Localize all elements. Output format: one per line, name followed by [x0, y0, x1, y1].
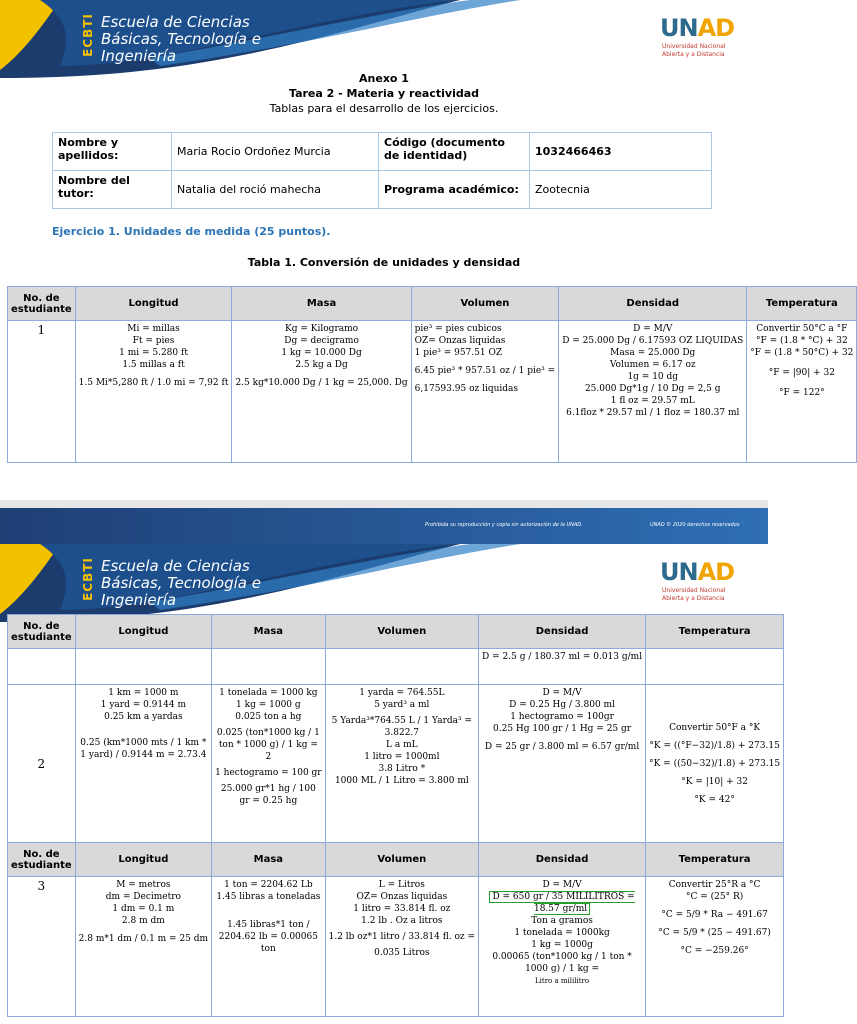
cell-densidad: D = M/V D = 0.25 Hg / 3.800 ml 1 hectogramo = 100gr 0.25 Hg 100 gr / 1 Hg = 25 gr D = 25 gr / 3.800 ml = 6.57 gr/ml	[479, 685, 646, 843]
col-volumen: Volumen	[325, 615, 478, 649]
col-temperatura: Temperatura	[646, 843, 784, 877]
page-banner	[0, 0, 768, 78]
name-value: Maria Rocio Ordoñez Murcia	[172, 133, 379, 171]
col-longitud: Longitud	[75, 615, 211, 649]
program-label: Programa académico:	[379, 171, 530, 209]
cell-longitud: 1 km = 1000 m 1 yard = 0.9144 m 0.25 km a yardas 0.25 (km*1000 mts / 1 km * 1 yard) / 0.9144 m = 2.73.4	[75, 685, 211, 843]
student-number: 3	[8, 877, 76, 1017]
col-densidad: Densidad	[479, 615, 646, 649]
conversion-table-part2	[7, 614, 784, 1017]
density-result: D = 650 gr / 35 MILILITROS = 18.57 gr/ml	[482, 891, 642, 915]
col-longitud: Longitud	[75, 843, 211, 877]
col-student: No. de estudiante	[8, 287, 76, 321]
school-name: Escuela de Ciencias Básicas, Tecnología e Ingeniería	[101, 13, 261, 65]
col-temperatura: Temperatura	[646, 615, 784, 649]
exercise-title: Ejercicio 1. Unidades de medida (25 puntos).	[52, 225, 331, 238]
code-label: Código (documento de identidad)	[379, 133, 530, 171]
col-student: No. de estudiante	[8, 615, 76, 649]
name-label: Nombre y apellidos:	[53, 133, 172, 171]
unad-logo: UNAD Universidad Nacional Abierta y a Distancia	[660, 558, 735, 602]
school-name: Escuela de Ciencias Básicas, Tecnología e Ingeniería	[101, 557, 261, 609]
tutor-label: Nombre del tutor:	[53, 171, 172, 209]
unad-logo: UNAD Universidad Nacional Abierta y a Distancia	[660, 14, 735, 58]
cell-volumen: L = Litros OZ= Onzas liquidas 1 litro = 33.814 fl. oz 1.2 lb . Oz a litros 1.2 lb oz*1 litro / 33.814 fl. oz = 0.035 Litros	[325, 877, 478, 1017]
cell-masa: Kg = Kilogramo Dg = decigramo 1 kg = 10.000 Dg 2.5 kg a Dg 2.5 kg*10.000 Dg / 1 kg = 25,000. Dg	[232, 321, 411, 463]
cell-longitud: Mi = millas Ft = pies 1 mi = 5.280 ft 1.5 millas a ft 1.5 Mi*5,280 ft / 1.0 mi = 7,92 ft	[75, 321, 232, 463]
page-1	[0, 0, 854, 500]
code-value: 1032466463	[530, 133, 712, 171]
table-row	[8, 877, 784, 1017]
cell-masa: 1 ton = 2204.62 Lb 1.45 libras a toneladas 1.45 libras*1 ton / 2204.62 lb = 0.00065 ton	[212, 877, 326, 1017]
cell-temperatura: Convertir 50°C a °F °F = (1.8 * °C) + 32 °F = (1.8 * 50°C) + 32 °F = |90| + 32 °F = 122°	[747, 321, 857, 463]
student-info-table	[52, 132, 712, 209]
page-gap	[0, 500, 768, 508]
cell-volumen: pie³ = pies cubicos OZ= Onzas liquidas 1 pie³ = 957.51 OZ 6.45 pie³ * 957.51 oz / 1 pie³ = 6,17593.95 oz liquidas	[411, 321, 559, 463]
table-row	[8, 685, 784, 843]
student-number: 2	[8, 685, 76, 843]
table-title: Tabla 1. Conversión de unidades y densidad	[247, 256, 521, 269]
cell-temperatura: Convertir 50°F a °K °K = ((°F−32)/1.8) + 273.15 °K = ((50−32)/1.8) + 273.15 °K = |10| + 32 °K = 42°	[646, 685, 784, 843]
table-row	[8, 649, 784, 685]
footer-rights: UNAD © 2020 derechos reservados	[650, 522, 740, 528]
col-longitud: Longitud	[75, 287, 232, 321]
table-header-row	[8, 287, 857, 321]
doc-subtitle: Tablas para el desarrollo de los ejercicios.	[269, 102, 499, 115]
tutor-value: Natalia del roció mahecha	[172, 171, 379, 209]
col-temperatura: Temperatura	[747, 287, 857, 321]
cell-masa: 1 tonelada = 1000 kg 1 kg = 1000 g 0.025 ton a hg 0.025 (ton*1000 kg / 1 ton * 1000 g) / 1 kg = 2 1 hectogramo = 100 gr 25.000 gr*1 hg / 100 gr = 0.25 hg	[212, 685, 326, 843]
task-title: Tarea 2 - Materia y reactividad	[288, 87, 480, 100]
table-header-row	[8, 843, 784, 877]
cell-volumen: 1 yarda = 764.55L 5 yard³ a ml 5 Yarda³*764.55 L / 1 Yarda³ = 3.822.7 L a mL 1 litro = 1000ml 3.8 Litro * 1000 ML / 1 Litro = 3.800 ml	[325, 685, 478, 843]
cell-longitud: M = metros dm = Decimetro 1 dm = 0.1 m 2.8 m dm 2.8 m*1 dm / 0.1 m = 25 dm	[75, 877, 211, 1017]
col-volumen: Volumen	[411, 287, 559, 321]
col-volumen: Volumen	[325, 843, 478, 877]
ecbti-logo: ECBTI	[80, 13, 95, 57]
cell-temperatura: Convertir 25°R a °C °C = (25° R) °C = 5/9 * Ra − 491.67 °C = 5/9 * (25 − 491.67) °C = −259.26°	[646, 877, 784, 1017]
col-masa: Masa	[212, 843, 326, 877]
table-header-row	[8, 615, 784, 649]
page-2	[0, 544, 781, 1024]
col-masa: Masa	[212, 615, 326, 649]
col-densidad: Densidad	[559, 287, 747, 321]
conversion-table-part1	[7, 286, 857, 463]
cell-densidad: D = M/V D = 650 gr / 35 MILILITROS = 18.57 gr/ml Ton a gramos 1 tonelada = 1000kg 1 kg = 1000g 0.00065 (ton*1000 kg / 1 ton * 1000 g) / 1 kg = Litro a mililitro	[479, 877, 646, 1017]
program-value: Zootecnia	[530, 171, 712, 209]
annex-title: Anexo 1	[359, 72, 409, 85]
col-densidad: Densidad	[479, 843, 646, 877]
student-number: 1	[8, 321, 76, 463]
cell-densidad: D = 2.5 g / 180.37 ml = 0.013 g/ml	[479, 649, 646, 685]
page-footer	[0, 508, 768, 544]
col-masa: Masa	[232, 287, 411, 321]
footer-notice: Prohibida su reproducción y copia sin autorización de la UNAD.	[425, 522, 583, 528]
ecbti-logo: ECBTI	[80, 557, 95, 601]
cell-densidad: D = M/V D = 25.000 Dg / 6.17593 OZ LIQUIDAS Masa = 25.000 Dg Volumen = 6.17 oz 1g = 10 dg 25.000 Dg*1g / 10 Dg = 2,5 g 1 fl oz = 29.57 mL 6.1floz * 29.57 ml / 1 floz = 180.37 ml	[559, 321, 747, 463]
page-banner	[0, 544, 768, 622]
table-row	[8, 321, 857, 463]
col-student: No. de estudiante	[8, 843, 76, 877]
